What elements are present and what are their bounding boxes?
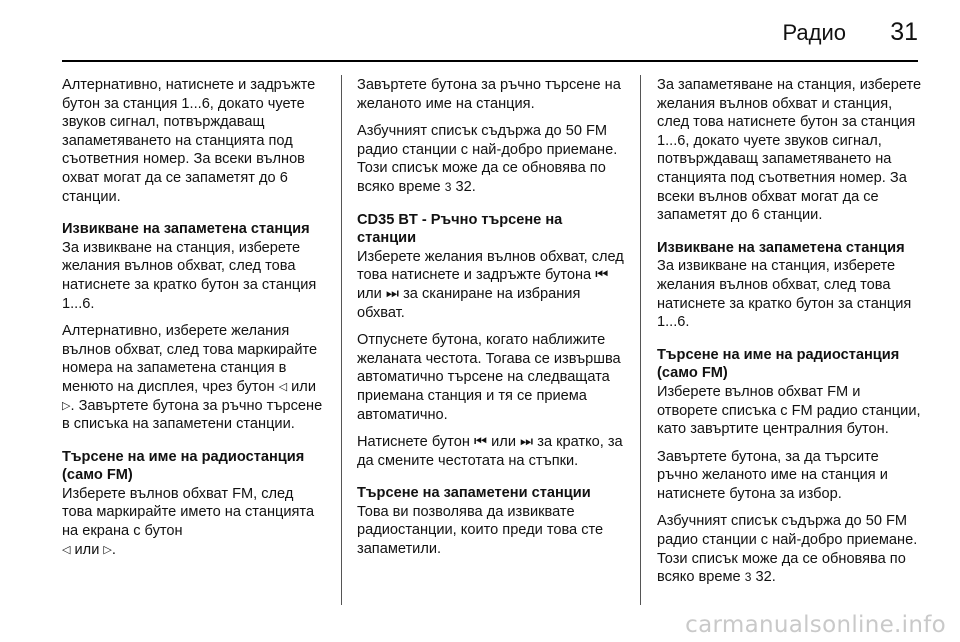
paragraph: Азбучният списък съдържа до 50 FM радио станции с най-добро приемане. Този списък може да се обновява по всяко време 3 32. — [657, 513, 918, 586]
section-heading: Търсене на име на радиостанция (само FM) — [657, 346, 900, 382]
right-arrow-icon: ▷ — [103, 543, 112, 556]
left-arrow-icon: ◁ — [62, 543, 71, 556]
right-arrow-icon: ▷ — [62, 399, 71, 412]
left-arrow-icon: ◁ — [278, 380, 288, 393]
paragraph: Натиснете бутон ⏮ или ⏭ за кратко, за да смените честотата на стъпки. — [357, 434, 623, 469]
section-heading: Търсене на име на радиостанция (само FM) — [62, 448, 305, 484]
paragraph: Отпуснете бутона, когато наближите желаната честота. Тогава се извършва автоматично търсене на следващата приемана станция и тя се приема автоматично. — [357, 332, 621, 423]
section-heading: Извикване на запаметена станция — [657, 239, 905, 256]
paragraph: За извикване на станция, изберете желания вълнов обхват, след това натиснете за кратко бутон за станция 1...6. — [62, 239, 317, 312]
page-reference-icon: 3 — [744, 570, 752, 585]
section-title: Радио — [782, 20, 846, 45]
watermark: carmanualsonline.info — [685, 612, 946, 638]
page-reference-icon: 3 — [444, 179, 452, 194]
prev-track-icon: ⏮ — [595, 267, 609, 284]
prev-track-icon: ⏮ — [473, 434, 488, 451]
paragraph: Азбучният списък съдържа до 50 FM радио станции с най-добро приемане. Този списък може да се обновява по всяко време 3 32. — [357, 123, 618, 195]
column-2 — [357, 76, 625, 568]
paragraph: Алтернативно, натиснете и задръжте бутон за станция 1...6, докато чуете звуков сигнал, потвърждаващ запаметяването на станцията под съответния номер. За всеки вълнов охват могат да се запаметят до 6 станции. — [62, 77, 316, 205]
column-divider-1 — [341, 75, 342, 605]
section-heading: Извикване на запаметена станция — [62, 221, 310, 238]
column-3 — [657, 76, 923, 596]
column-divider-2 — [640, 75, 641, 605]
next-track-icon: ⏭ — [520, 434, 534, 451]
paragraph: За извикване на станция, изберете желания вълнов обхват, след това натиснете за кратко бутон за станция 1...6. — [657, 258, 912, 331]
paragraph: Изберете желания вълнов обхват, след това натиснете и задръжте бутона ⏮ или ⏭ за сканиране на избрания обхват. — [357, 248, 624, 321]
header-rule — [62, 60, 918, 62]
next-track-icon: ⏭ — [385, 285, 400, 302]
paragraph: Изберете вълнов обхват FM и отворете списъка с FM радио станции, като завъртите централния бутон. — [657, 383, 921, 438]
page-number: 31 — [890, 18, 918, 46]
paragraph: Това ви позволява да извиквате радиостанции, които преди това сте запаметили. — [357, 503, 604, 558]
section-heading: CD35 BT - Ръчно търсене на станции — [357, 211, 563, 247]
paragraph: За запаметяване на станция, изберете желания вълнов обхват и станция, след това натиснете бутон за станция 1...6, докато чуете звуков сигнал, потвърждаващ запаметяването на станцията под съответния номер. За всеки вълнов обхват могат да се запаметят до 6 станции. — [657, 77, 922, 224]
column-1 — [62, 76, 324, 568]
section-heading: Търсене на запаметени станции — [357, 485, 591, 502]
paragraph: Завъртете бутона, за да търсите ръчно желаното име на станция и натиснете бутона за избор. — [657, 448, 888, 502]
paragraph: Изберете вълнов обхват FM, след това маркирайте името на станцията на екрана с бутон ◁ или ▷. — [62, 485, 315, 558]
paragraph: Алтернативно, изберете желания вълнов обхват, след това маркирайте номера на запаметена станция в менюто на дисплея, чрез бутон ◁ или ▷. Завъртете бутона за ръчно търсене в списъка на запаметени станции. — [62, 323, 323, 433]
paragraph: Завъртете бутона за ръчно търсене на желаното име на станция. — [357, 77, 621, 112]
page-header — [0, 14, 960, 54]
